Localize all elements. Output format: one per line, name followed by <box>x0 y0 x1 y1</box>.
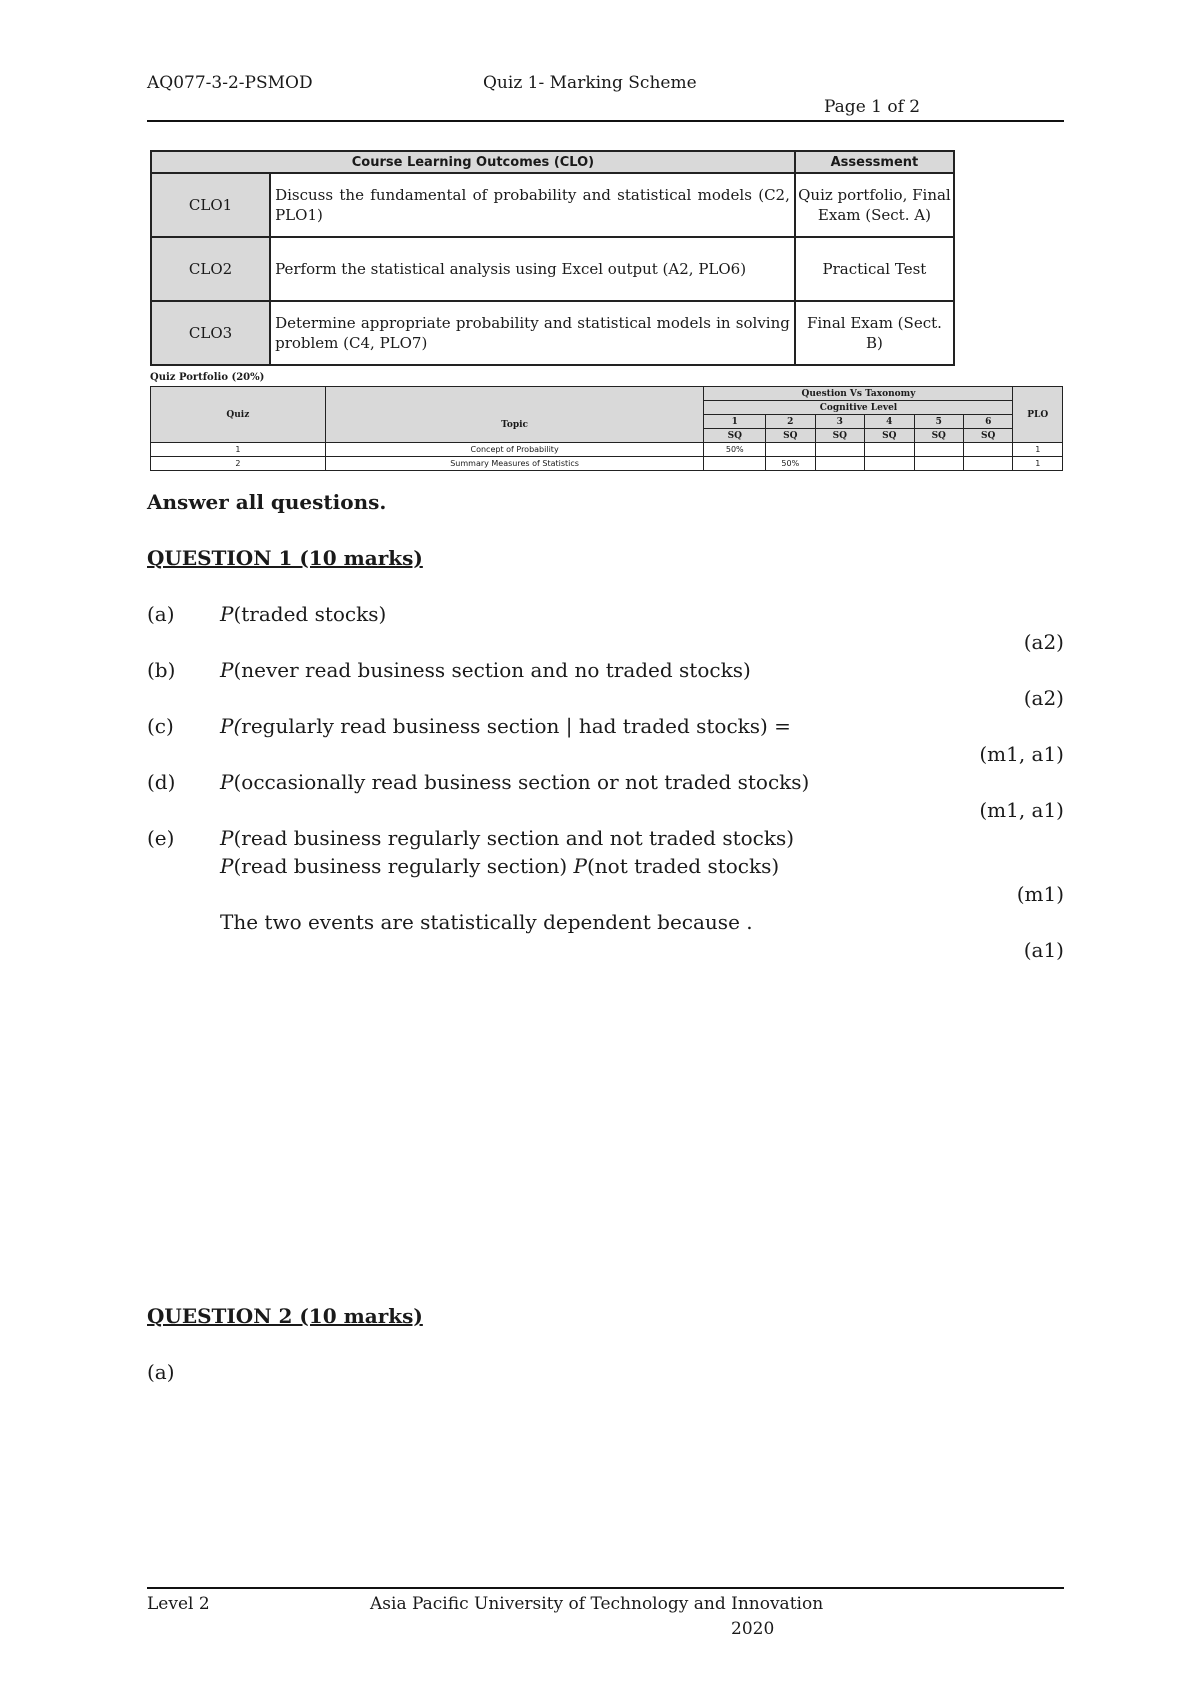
table-row <box>151 457 1063 471</box>
q1-e-line1: P(read business regularly section and not traded stocks) <box>220 826 795 850</box>
clo-id: CLO2 <box>151 237 270 301</box>
level-header: 2 <box>766 415 815 429</box>
quiz-column-header: Quiz <box>151 387 326 443</box>
instructions: Answer all questions. <box>147 490 387 514</box>
level-2-weight <box>766 443 815 457</box>
level-header: 5 <box>914 415 963 429</box>
clo-row <box>151 301 954 365</box>
sq-header: SQ <box>766 429 815 443</box>
topic-column-header: Topic <box>325 387 704 443</box>
clo-description: Discuss the fundamental of probability and statistical models (C2, PLO1) <box>270 173 795 237</box>
clo-row <box>151 237 954 301</box>
question-1-title: QUESTION 1 (10 marks) <box>147 546 423 570</box>
level-header: 4 <box>865 415 914 429</box>
q1-a-label: (a) <box>147 602 175 626</box>
clo-heading: Course Learning Outcomes (CLO) <box>151 151 795 173</box>
q1-b-text: P(never read business section and no traded stocks) <box>220 658 751 682</box>
page-number: Page 1 of 2 <box>824 97 921 117</box>
clo-id: CLO1 <box>151 173 270 237</box>
q1-b-label: (b) <box>147 658 176 682</box>
plo-value: 1 <box>1013 457 1063 471</box>
level-header: 1 <box>704 415 766 429</box>
clo-assessment: Practical Test <box>795 237 954 301</box>
sq-header: SQ <box>914 429 963 443</box>
clo-id: CLO3 <box>151 301 270 365</box>
quiz-portfolio-table <box>150 386 1063 471</box>
q2-a-label: (a) <box>147 1360 175 1384</box>
q1-a-mark: (a2) <box>1023 630 1064 654</box>
level-2-weight: 50% <box>766 457 815 471</box>
q1-c-label: (c) <box>147 714 174 738</box>
q1-d-text: P(occasionally read business section or not traded stocks) <box>220 770 810 794</box>
footer-institution: Asia Pacific University of Technology and Innovation <box>370 1594 824 1614</box>
quiz-number: 1 <box>151 443 326 457</box>
level-header: 6 <box>963 415 1012 429</box>
footer-year: 2020 <box>731 1619 775 1639</box>
q1-a-text: P(traded stocks) <box>220 602 387 626</box>
q1-e-line3: The two events are statistically dependent because . <box>220 910 753 934</box>
q1-d-label: (d) <box>147 770 176 794</box>
table-row <box>151 443 1063 457</box>
level-header: 3 <box>815 415 864 429</box>
quiz-portfolio-caption: Quiz Portfolio (20%) <box>150 372 265 383</box>
clo-description: Determine appropriate probability and statistical models in solving problem (C4, PLO7) <box>270 301 795 365</box>
clo-table <box>150 150 955 366</box>
plo-column-header: PLO <box>1013 387 1063 443</box>
course-code: AQ077-3-2-PSMOD <box>147 73 313 93</box>
q1-d-mark: (m1, a1) <box>979 798 1064 822</box>
clo-assessment: Final Exam (Sect. B) <box>795 301 954 365</box>
sq-header: SQ <box>815 429 864 443</box>
assessment-heading: Assessment <box>795 151 954 173</box>
footer-divider <box>147 1587 1064 1589</box>
q1-e-line2: P(read business regularly section) P(not traded stocks) <box>220 854 780 878</box>
question-2-title: QUESTION 2 (10 marks) <box>147 1304 423 1328</box>
clo-description: Perform the statistical analysis using Excel output (A2, PLO6) <box>270 237 795 301</box>
level-1-weight: 50% <box>704 443 766 457</box>
plo-value: 1 <box>1013 443 1063 457</box>
taxonomy-header: Question Vs Taxonomy <box>704 387 1013 401</box>
header-divider <box>147 120 1064 122</box>
sq-header: SQ <box>704 429 766 443</box>
q1-b-mark: (a2) <box>1023 686 1064 710</box>
sq-header: SQ <box>963 429 1012 443</box>
quiz-topic: Concept of Probability <box>325 443 704 457</box>
quiz-number: 2 <box>151 457 326 471</box>
clo-row <box>151 173 954 237</box>
q1-e-label: (e) <box>147 826 175 850</box>
document-title: Quiz 1- Marking Scheme <box>483 73 697 93</box>
cognitive-level-header: Cognitive Level <box>704 401 1013 415</box>
q1-e-mark-2: (a1) <box>1023 938 1064 962</box>
q1-e-mark-1: (m1) <box>1016 882 1064 906</box>
footer-level: Level 2 <box>147 1594 210 1614</box>
q1-c-text: P(regularly read business section | had traded stocks) = <box>220 714 791 738</box>
clo-assessment: Quiz portfolio, Final Exam (Sect. A) <box>795 173 954 237</box>
sq-header: SQ <box>865 429 914 443</box>
q1-c-mark: (m1, a1) <box>979 742 1064 766</box>
level-1-weight <box>704 457 766 471</box>
quiz-topic: Summary Measures of Statistics <box>325 457 704 471</box>
